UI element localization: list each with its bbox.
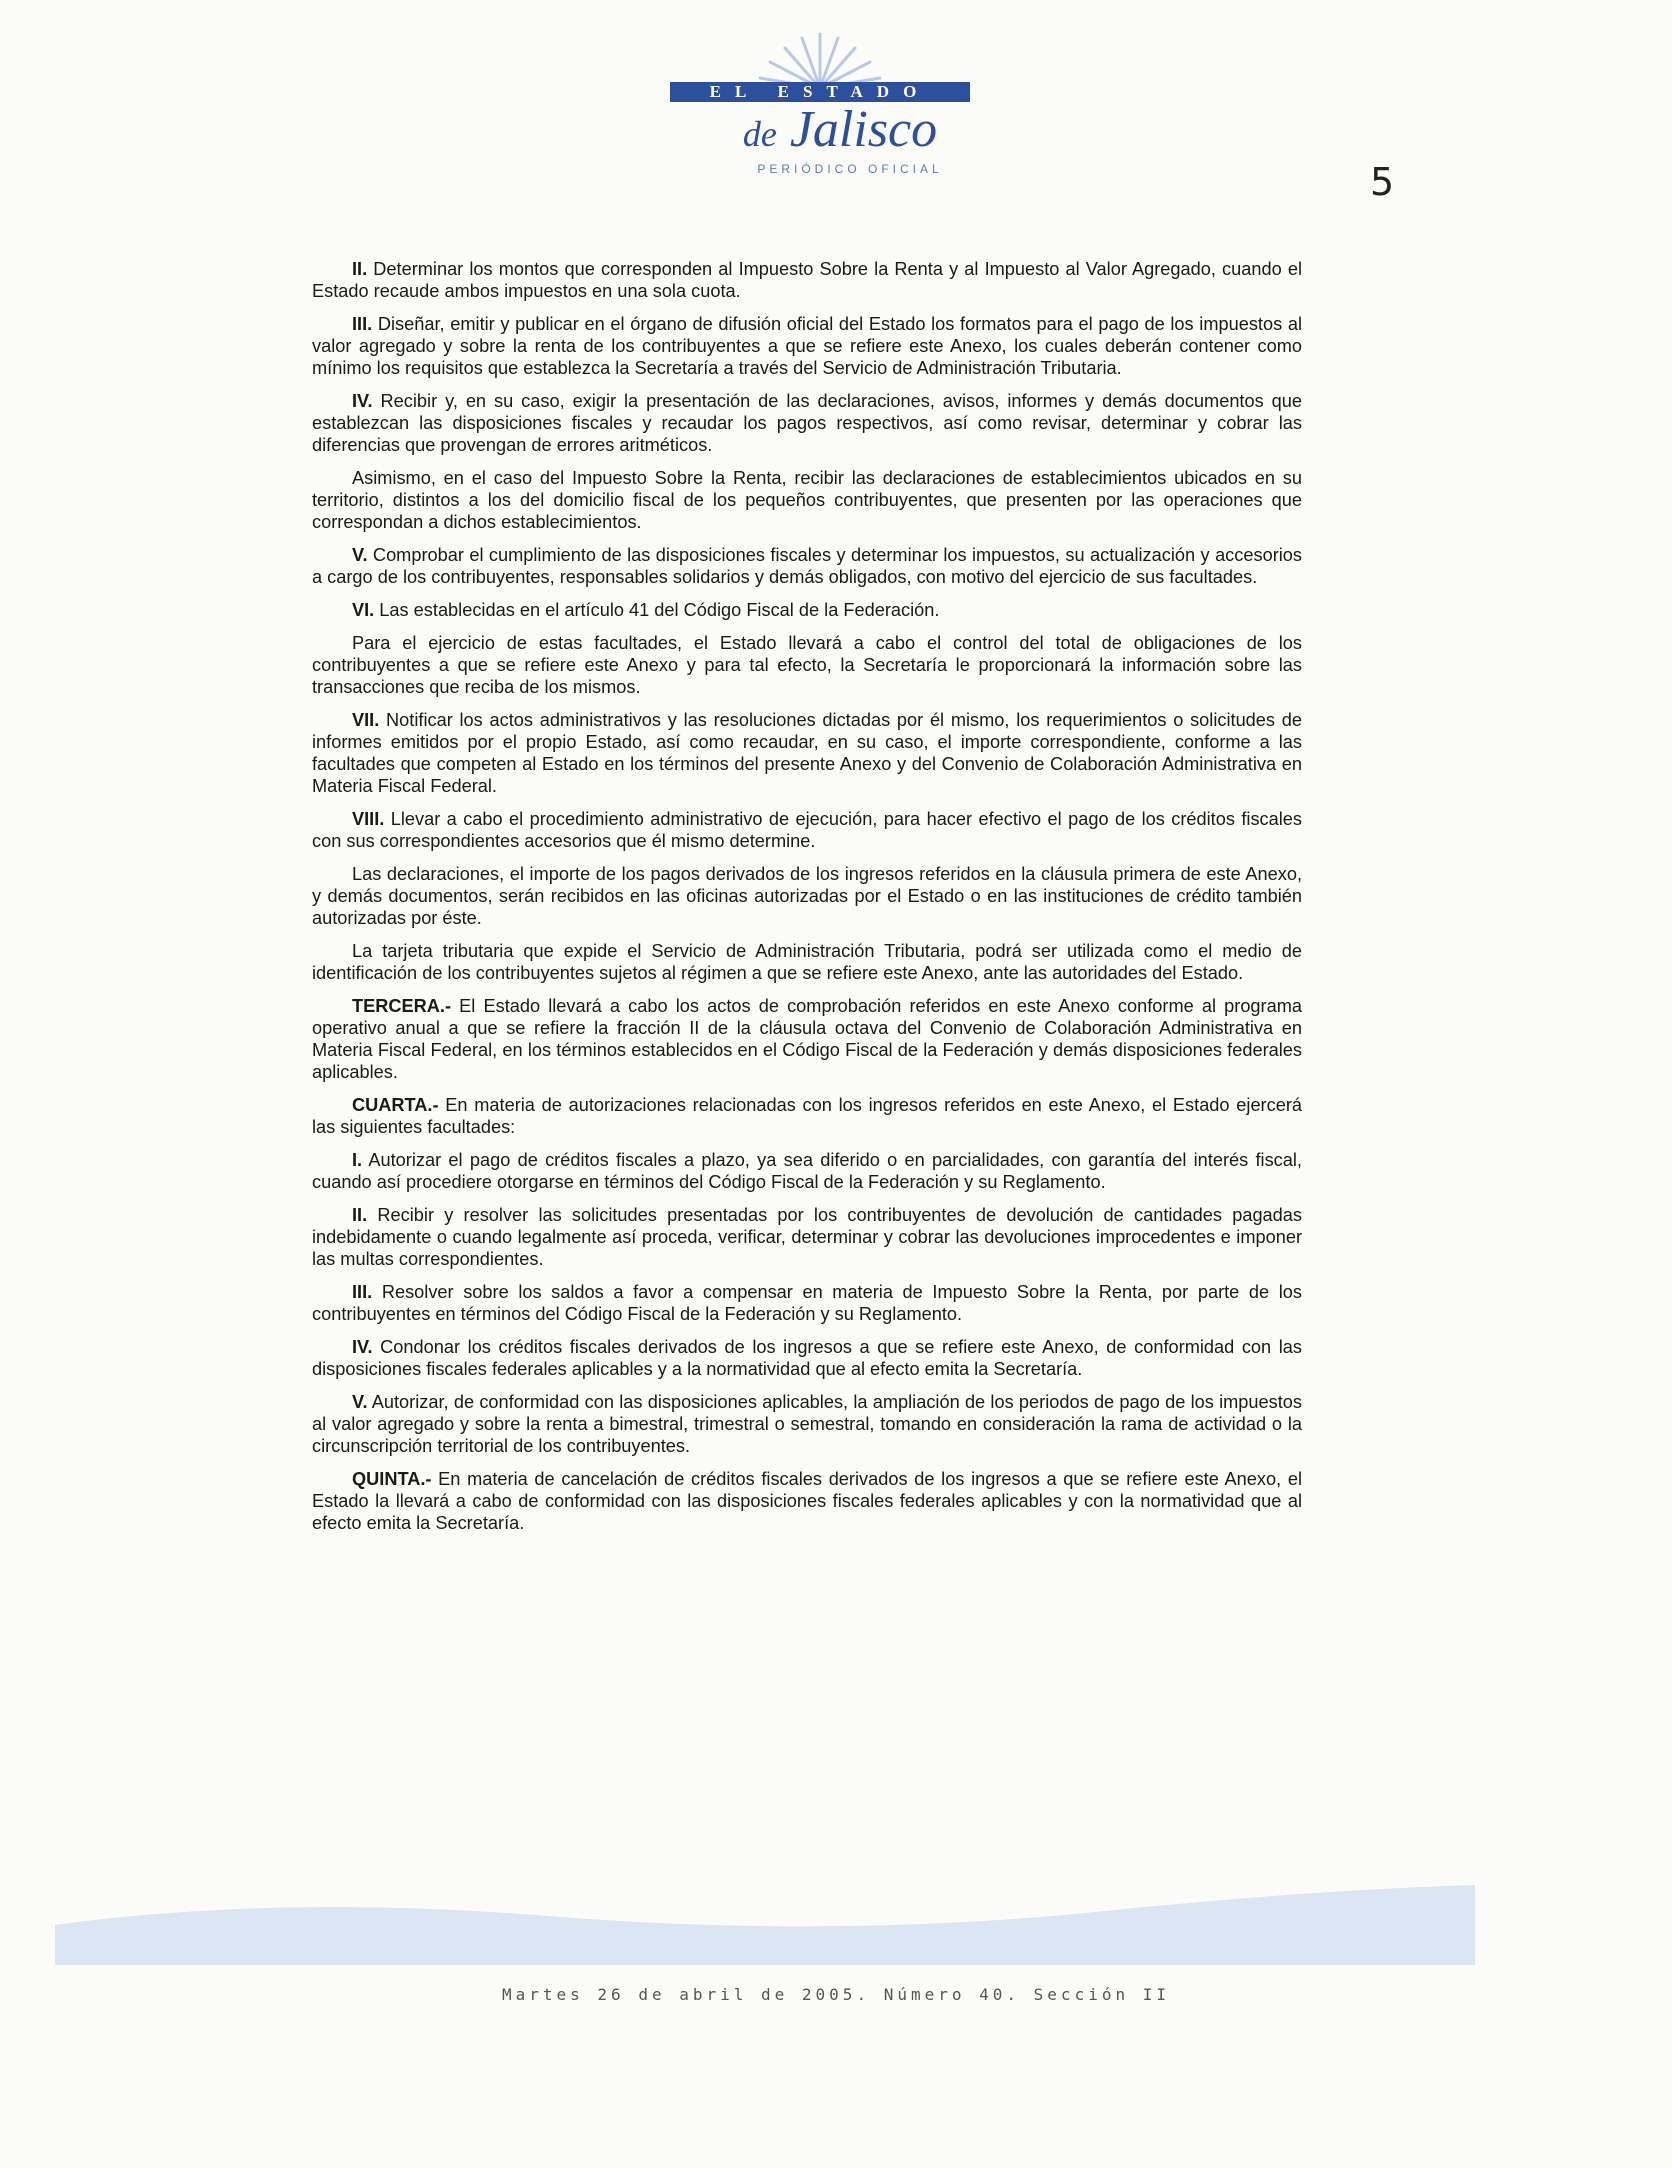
paragraph-lead: VI. [352, 600, 375, 620]
paragraph [312, 940, 1302, 984]
paragraph-text: Notificar los actos administrativos y las resoluciones dictadas por él mismo, los requerimientos o solicitudes de informes emitidos por el propio Estado, así como recaudar, en su caso, el importe correspondiente, conforme a las facultades que competen al Estado en los términos del presente Anexo y del Convenio de Colaboración Administrativa en Materia Fiscal Federal. [312, 710, 1302, 796]
paragraph-text: El Estado llevará a cabo los actos de comprobación referidos en este Anexo conforme al programa operativo anual a que se refiere la fracción II de la cláusula octava del Convenio de Colaboración Administrativa en Materia Fiscal Federal, en los términos establecidos en el Código Fiscal de la Federación y demás disposiciones federales aplicables. [312, 996, 1302, 1082]
paragraph-text: La tarjeta tributaria que expide el Servicio de Administración Tributaria, podrá ser utilizada como el medio de identificación de los contribuyentes sujetos al régimen a que se refiere este Anexo, ante las autoridades del Estado. [312, 941, 1302, 983]
paragraph-lead: V. [352, 545, 368, 565]
paragraph-text: Las declaraciones, el importe de los pagos derivados de los ingresos referidos en la cláusula primera de este Anexo, y demás documentos, serán recibidos en las oficinas autorizadas por el Estado o en las instituciones de crédito también autorizadas por éste. [312, 864, 1302, 928]
masthead-subtitle: PERIÓDICO OFICIAL [757, 162, 943, 176]
paragraph-text: Autorizar, de conformidad con las disposiciones aplicables, la ampliación de los periodos de pago de los impuestos al valor agregado y sobre la renta a bimestral, trimestral o semestral, tomando en consideración la rama de actividad o la circunscripción territorial de los contribuyentes. [312, 1392, 1302, 1456]
paragraph-lead: I. [352, 1150, 363, 1170]
paragraph-text: Diseñar, emitir y publicar en el órgano de difusión oficial del Estado los formatos para el pago de los impuestos al valor agregado y sobre la renta de los contribuyentes a que se refiere este Anexo, los cuales deberán contener como mínimo los requisitos que establezca la Secretaría a través del Servicio de Administración Tributaria. [312, 314, 1302, 378]
decorative-wave [55, 1885, 1475, 1965]
paragraph [312, 808, 1302, 852]
paragraph [312, 709, 1302, 797]
paragraph-lead: II. [352, 1205, 368, 1225]
masthead-title-jalisco: Jalisco [789, 101, 938, 158]
paragraph-lead: VIII. [352, 809, 385, 829]
paragraph-text: Recibir y, en su caso, exigir la presentación de las declaraciones, avisos, informes y demás documentos que establezcan las disposiciones fiscales y recaudar los pagos respectivos, así como revisar, determinar y cobrar las diferencias que provengan de errores aritméticos. [312, 391, 1302, 455]
paragraph-lead: VII. [352, 710, 380, 730]
paragraph [312, 1336, 1302, 1380]
paragraph-text: Determinar los montos que corresponden al Impuesto Sobre la Renta y al Impuesto al Valor Agregado, cuando el Estado recaude ambos impuestos en una sola cuota. [312, 259, 1302, 301]
paragraph-lead: III. [352, 1282, 373, 1302]
paragraph-lead: II. [352, 259, 368, 279]
paragraph-text: Resolver sobre los saldos a favor a compensar en materia de Impuesto Sobre la Renta, por parte de los contribuyentes en términos del Código Fiscal de la Federación y su Reglamento. [312, 1282, 1302, 1324]
paragraph-text: Llevar a cabo el procedimiento administrativo de ejecución, para hacer efectivo el pago de los créditos fiscales con sus correspondientes accesorios que él mismo determine. [312, 809, 1302, 851]
paragraph-lead: V. [352, 1392, 368, 1412]
paragraph-text: En materia de cancelación de créditos fiscales derivados de los ingresos a que se refiere este Anexo, el Estado la llevará a cabo de conformidad con las disposiciones fiscales federales aplicables y con la normatividad que al efecto emita la Secretaría. [312, 1469, 1302, 1533]
paragraph-text: Para el ejercicio de estas facultades, el Estado llevará a cabo el control del total de obligaciones de los contribuyentes a que se refiere este Anexo y para tal efecto, la Secretaría le proporcionará la información sobre las transacciones que reciba de los mismos. [312, 633, 1302, 697]
paragraph [312, 863, 1302, 929]
paragraph [312, 1149, 1302, 1193]
paragraph [312, 599, 1302, 621]
paragraph-text: Condonar los créditos fiscales derivados de los ingresos a que se refiere este Anexo, de conformidad con las disposiciones fiscales federales aplicables y a la normatividad que al efecto emita la Secretaría. [312, 1337, 1302, 1379]
paragraph [312, 544, 1302, 588]
document-body [312, 258, 1302, 1545]
paragraph [312, 1468, 1302, 1534]
paragraph-text: Las establecidas en el artículo 41 del Código Fiscal de la Federación. [374, 600, 940, 620]
paragraph [312, 1094, 1302, 1138]
paragraph-lead: IV. [352, 1337, 373, 1357]
paragraph [312, 467, 1302, 533]
paragraph-lead: IV. [352, 391, 373, 411]
paragraph [312, 632, 1302, 698]
paragraph-lead: QUINTA.- [352, 1469, 432, 1489]
masthead-title [710, 100, 970, 164]
masthead [650, 30, 990, 180]
paragraph [312, 995, 1302, 1083]
paragraph [312, 313, 1302, 379]
paragraph-text: Recibir y resolver las solicitudes presentadas por los contribuyentes de devolución de cantidades pagadas indebidamente o cuando legalmente así proceda, verificar, determinar y cobrar las devoluciones improcedentes e imponer las multas correspondientes. [312, 1205, 1302, 1269]
page-number: 5 [1370, 160, 1395, 204]
masthead-title-de: de [742, 114, 777, 154]
paragraph-lead: CUARTA.- [352, 1095, 439, 1115]
paragraph-lead: III. [352, 314, 373, 334]
paragraph-text: En materia de autorizaciones relacionadas con los ingresos referidos en este Anexo, el Estado ejercerá las siguientes facultades: [312, 1095, 1302, 1137]
page-footer: Martes 26 de abril de 2005. Número 40. Sección II [501, 1985, 1170, 2004]
paragraph [312, 1204, 1302, 1270]
paragraph-text: Asimismo, en el caso del Impuesto Sobre la Renta, recibir las declaraciones de establecimientos ubicados en su territorio, distintos a los del domicilio fiscal de los pequeños contribuyentes, que presenten por las operaciones que correspondan a dichos establecimientos. [312, 468, 1302, 532]
masthead-band: EL ESTADO [670, 82, 970, 102]
paragraph [312, 258, 1302, 302]
paragraph [312, 390, 1302, 456]
paragraph-text: Comprobar el cumplimiento de las disposiciones fiscales y determinar los impuestos, su actualización y accesorios a cargo de los contribuyentes, responsables solidarios y demás obligados, con motivo del ejercicio de sus facultades. [312, 545, 1302, 587]
paragraph [312, 1391, 1302, 1457]
agave-sunburst-icon [730, 30, 910, 90]
paragraph [312, 1281, 1302, 1325]
paragraph-lead: TERCERA.- [352, 996, 452, 1016]
paragraph-text: Autorizar el pago de créditos fiscales a plazo, ya sea diferido o en parcialidades, con garantía del interés fiscal, cuando así procediere otorgarse en términos del Código Fiscal de la Federación y su Reglamento. [312, 1150, 1302, 1192]
